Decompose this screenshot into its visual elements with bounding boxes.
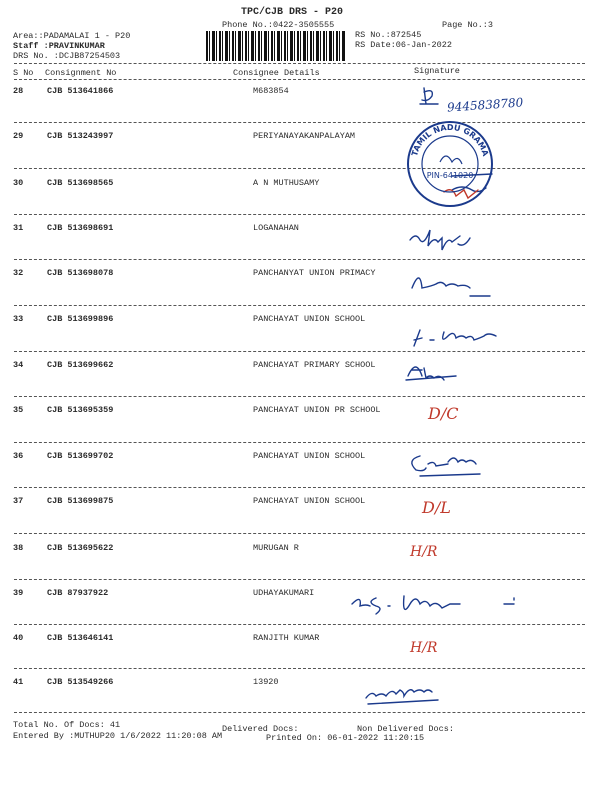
row-consignment: CJB 513695359 [47, 405, 114, 415]
drs-number: DRS No. :DCJB87254503 [13, 51, 121, 61]
row-consignee: PANCHAYAT UNION PR SCHOOL [253, 405, 381, 415]
row-sno: 35 [13, 405, 24, 415]
row-consignment: CJB 513698078 [47, 268, 114, 278]
row-consignee: PANCHAYAT UNION SCHOOL [253, 314, 366, 324]
row-sno: 30 [13, 178, 24, 188]
signature-36 [412, 456, 480, 476]
row-consignee: PANCHANYAT UNION PRIMACY [253, 268, 376, 278]
row-consignment: CJB 513695622 [47, 543, 114, 553]
row-consignee: PANCHAYAT UNION SCHOOL [253, 451, 366, 461]
handwritten-hr-38: H/R [410, 544, 438, 560]
total-docs: Total No. Of Docs: 41 [13, 720, 121, 730]
signature-32 [412, 278, 490, 296]
row-sno: 31 [13, 223, 24, 233]
row-sno: 38 [13, 543, 24, 553]
handwritten-dl: D/L [422, 498, 451, 517]
stamp-pin: PIN-641020 [426, 171, 474, 180]
row-consignee: A N MUTHUSAMY [253, 178, 320, 188]
row-consignee: PANCHAYAT PRIMARY SCHOOL [253, 360, 376, 370]
row-consignee: UDHAYAKUMARI [253, 588, 315, 598]
stamp-top-text: TAMIL NADU GRAMA [409, 122, 491, 158]
rs-number: RS No.:872545 [355, 30, 422, 40]
row-sno: 29 [13, 131, 24, 141]
row-sno: 32 [13, 268, 24, 278]
row-sno: 28 [13, 86, 24, 96]
staff-label: Staff :PRAVINKUMAR [13, 41, 105, 51]
row-sno: 39 [13, 588, 24, 598]
col-signature: Signature [414, 66, 460, 76]
handwritten-phone: 9445838780 [446, 95, 524, 115]
row-consignment: CJB 87937922 [47, 588, 109, 598]
signature-34 [406, 367, 456, 380]
signature-41 [366, 690, 438, 704]
row-sno: 40 [13, 633, 24, 643]
row-consignment: CJB 513549266 [47, 677, 114, 687]
row-consignee: PANCHAYAT UNION SCHOOL [253, 496, 366, 506]
row-consignee: MURUGAN R [253, 543, 299, 553]
row-sno: 34 [13, 360, 24, 370]
row-consignee: PERIYANAYAKANPALAYAM [253, 131, 356, 141]
signature-31 [410, 230, 470, 250]
signature-39 [352, 596, 514, 614]
post-office-stamp [404, 118, 496, 210]
row-consignee: RANJITH KUMAR [253, 633, 320, 643]
delivered-docs: Delivered Docs: [222, 724, 299, 734]
row-consignee: M683854 [253, 86, 289, 96]
row-consignment: CJB 513699875 [47, 496, 114, 506]
phone-number: Phone No.:0422-3505555 [222, 20, 335, 30]
area-label: Area::PADAMALAI 1 - P20 [13, 31, 131, 41]
sheet-title: TPC/CJB DRS - P20 [241, 7, 344, 18]
col-consignment: Consignment No [45, 68, 117, 78]
row-consignment: CJB 513699896 [47, 314, 114, 324]
non-delivered-docs: Non Delivered Docs: [357, 724, 454, 734]
row-sno: 36 [13, 451, 24, 461]
row-consignment: CJB 513699702 [47, 451, 114, 461]
signature-33 [414, 330, 496, 346]
row-consignment: CJB 513243997 [47, 131, 114, 141]
row-sno: 33 [13, 314, 24, 324]
row-consignment: CJB 513698691 [47, 223, 114, 233]
svg-text:TAMIL NADU GRAMA [410, 123, 490, 158]
row-consignee: 13920 [253, 677, 279, 687]
row-consignment: CJB 513646141 [47, 633, 114, 643]
row-consignment: CJB 513699662 [47, 360, 114, 370]
col-sno: S No [13, 68, 34, 78]
entered-by: Entered By :MUTHUP20 1/6/2022 11:20:08 AM [13, 731, 223, 741]
handwritten-dc: D/C [428, 404, 459, 423]
row-consignment: CJB 513698565 [47, 178, 114, 188]
printed-on: Printed On: 06-01-2022 11:20:15 [266, 733, 425, 743]
signature-28 [420, 88, 438, 104]
row-consignment: CJB 513641866 [47, 86, 114, 96]
row-consignee: LOGANAHAN [253, 223, 299, 233]
handwritten-hr-40: H/R [410, 640, 438, 656]
rs-date: RS Date:06-Jan-2022 [355, 40, 452, 50]
page-number: Page No.:3 [442, 20, 494, 30]
row-sno: 37 [13, 496, 24, 506]
row-sno: 41 [13, 677, 24, 687]
col-consignee: Consignee Details [233, 68, 320, 78]
